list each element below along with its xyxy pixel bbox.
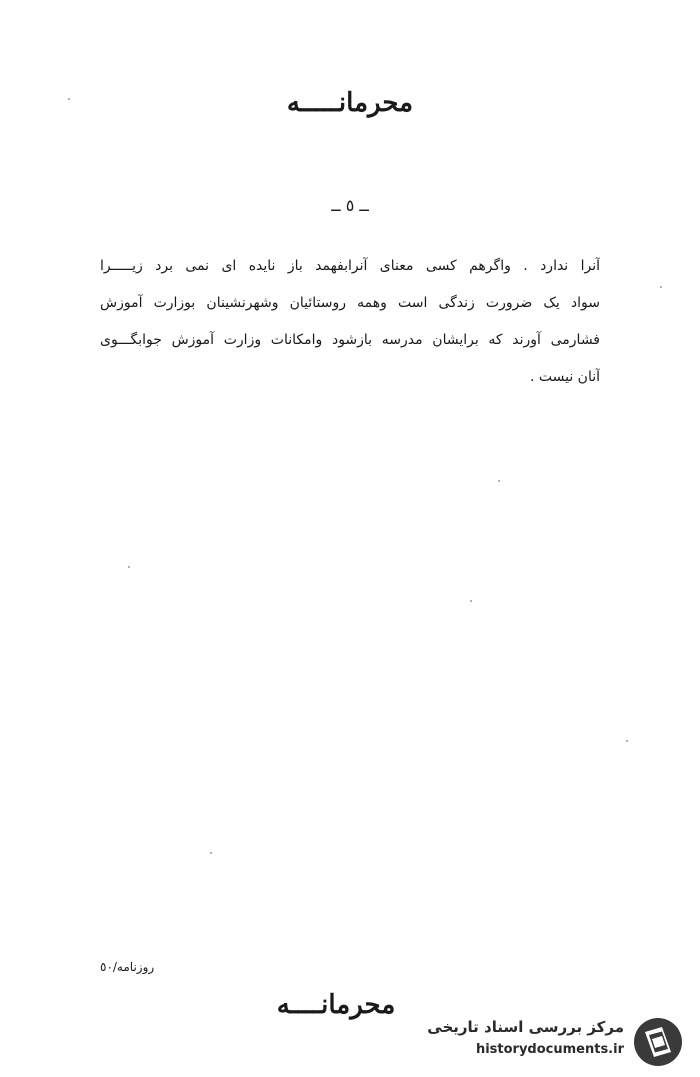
classification-footer: محرمانــــه bbox=[276, 990, 396, 1020]
watermark-site: historydocuments.ir bbox=[475, 1042, 624, 1057]
watermark bbox=[420, 1012, 690, 1072]
scan-speck bbox=[626, 740, 628, 742]
body-line: آنرا ندارد . واگرهم کسی معنای آنرابفهمد باز نایده ای نمی برد زیـــــرا bbox=[100, 258, 600, 274]
watermark-title: مرکز بررسی اسناد تاریخی bbox=[427, 1018, 624, 1036]
scan-speck bbox=[210, 852, 212, 854]
body-line: آنان نیست . bbox=[529, 369, 600, 385]
body-line: سواد یک ضرورت زندگی است وهمه روستائیان وشهرنشینان بوزارت آموزش bbox=[100, 295, 600, 311]
body-text bbox=[100, 248, 600, 396]
page-number: ــ ٥ ــ bbox=[331, 196, 369, 215]
scan-speck bbox=[128, 566, 130, 568]
scan-speck bbox=[498, 480, 500, 482]
document-archive-logo-icon bbox=[632, 1016, 684, 1068]
classification-header: محرمانـــــه bbox=[286, 88, 414, 118]
body-line: فشارمی آورند که برایشان مدرسه بازشود وامکانات وزارت آموزش جوابگـــوی bbox=[100, 332, 600, 348]
footer-reference: روزنامه/٥٠ bbox=[100, 960, 155, 974]
scan-speck bbox=[470, 600, 472, 602]
scan-speck bbox=[660, 286, 662, 288]
scan-speck bbox=[68, 98, 70, 100]
